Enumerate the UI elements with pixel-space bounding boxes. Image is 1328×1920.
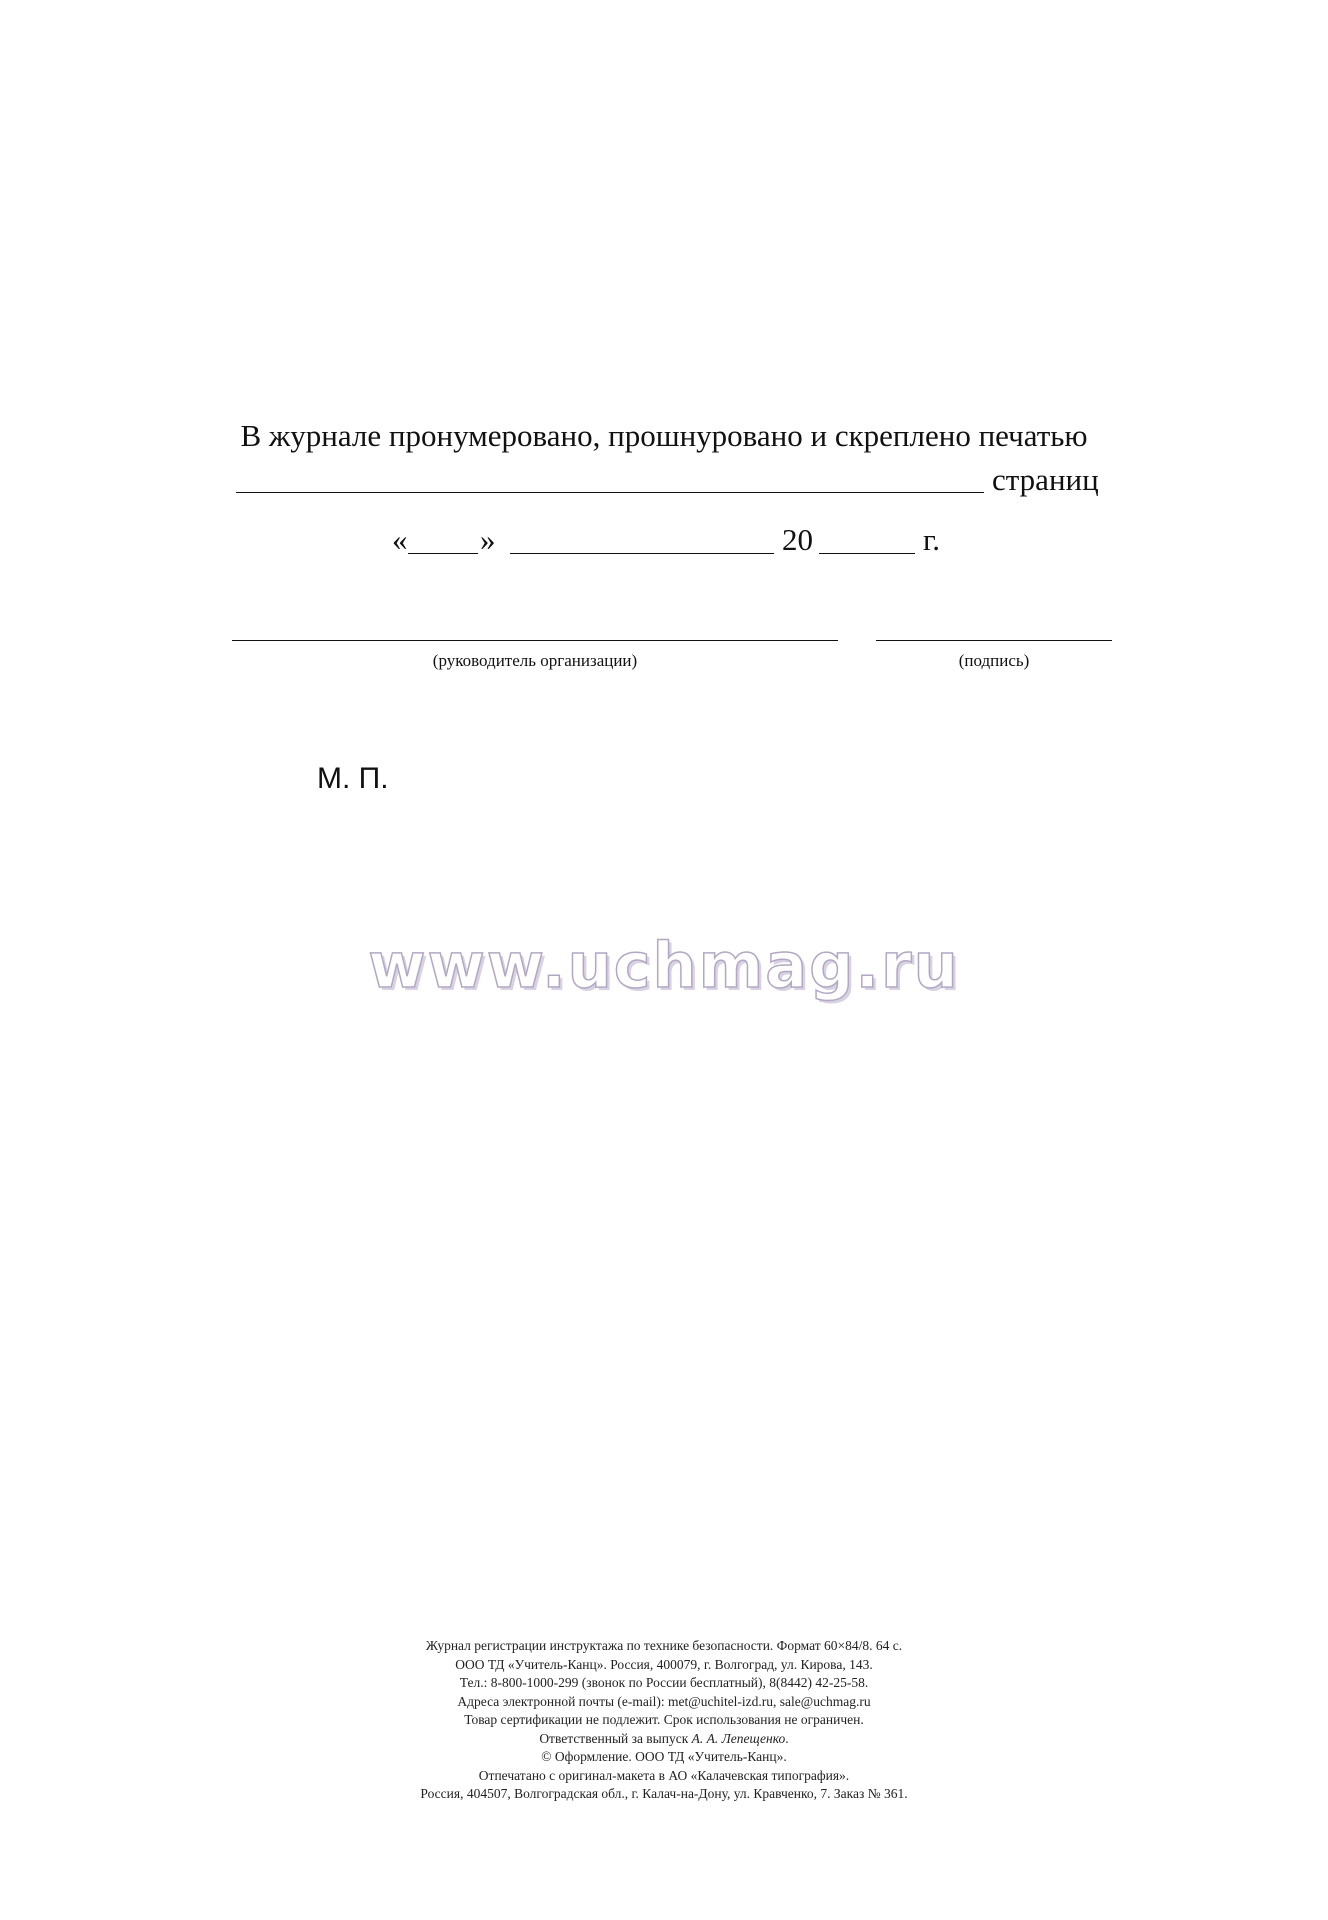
pages-word: страниц	[992, 462, 1099, 497]
head-name-line	[232, 640, 838, 641]
stamp-label: М. П.	[317, 762, 389, 795]
date-close-quote: »	[480, 522, 496, 557]
imprint-line: Россия, 404507, Волгоградская обл., г. Калач-на-Дону, ул. Кравченко, 7. Заказ № 361.	[420, 1786, 908, 1801]
pages-count-blank	[236, 492, 984, 493]
imprint-line: Товар сертификации не подлежит. Срок использования не ограничен.	[464, 1712, 864, 1727]
imprint-line-responsible	[0, 1730, 1328, 1749]
date-row	[392, 522, 992, 562]
date-year-suffix: г.	[923, 522, 940, 557]
signature-line	[876, 640, 1112, 641]
imprint-line: © Оформление. ООО ТД «Учитель-Канц».	[541, 1749, 787, 1764]
month-blank	[510, 553, 774, 554]
responsible-prefix: Ответственный за выпуск	[539, 1730, 692, 1746]
date-open-quote: «	[392, 522, 408, 557]
imprint-line: ООО ТД «Учитель-Канц». Россия, 400079, г. Волгоград, ул. Кирова, 143.	[455, 1656, 873, 1672]
head-caption: (руководитель организации)	[432, 651, 638, 670]
imprint-line: Тел.: 8-800-1000-299 (звонок по России бесплатный), 8(8442) 42-25-58.	[459, 1675, 869, 1690]
responsible-name: А. А. Лепещенко	[691, 1730, 786, 1746]
heading-text: В журнале пронумеровано, прошнуровано и скреплено печатью	[240, 418, 1088, 453]
responsible-suffix: .	[785, 1730, 789, 1746]
imprint-line: Адреса электронной почты (e-mail): met@uchitel-izd.ru, sale@uchmag.ru	[457, 1693, 871, 1709]
watermark: www.uchmag.ru	[368, 929, 960, 1002]
imprint-line: Журнал регистрации инструктажа по технике безопасности. Формат 60×84/8. 64 с.	[425, 1638, 903, 1653]
pages-count-row	[236, 462, 1099, 502]
day-blank	[408, 553, 478, 554]
imprint-line: Отпечатано с оригинал-макета в АО «Калачевская типография».	[478, 1767, 850, 1783]
date-century: 20	[782, 522, 813, 557]
year-blank	[819, 553, 915, 554]
imprint-block	[0, 1637, 1328, 1804]
signature-caption: (подпись)	[958, 651, 1030, 670]
